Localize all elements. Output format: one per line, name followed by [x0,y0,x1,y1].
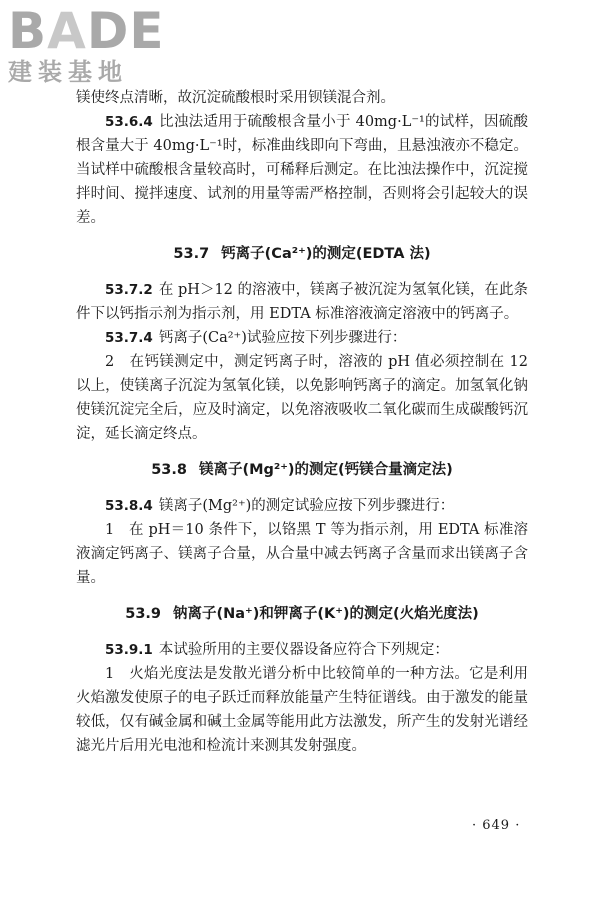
clause-53-9-1-item-1: 1 火焰光度法是发散光谱分析中比较简单的一种方法。它是利用火焰激发使原子的电子跃迁而释放能量产生特征谱线。由于激发的能量较低，仅有碱金属和碱土金属等能用此方法激发，所产生的发射光谱经滤光片后用光电池和检流计来测其发射强度。 [76,666,528,754]
clause-53-8-4: 53.8.4 镁离子(Mg²⁺)的测定试验应按下列步骤进行： [105,498,455,514]
logo-subtitle: 建装基地 [8,58,128,86]
logo [8,2,208,86]
clause-53-7-4-item-2: 2 在钙镁测定中，测定钙离子时，溶液的 pH 值必须控制在 12 以上，使镁离子沉淀为氢氧化镁，以免影响钙离子的滴定。加氢氧化钠使镁沉淀完全后，应及时滴定，以免溶液吸收二氧化碳而生成碳酸钙沉淀，延长滴定终点。 [76,354,528,442]
section-heading-53-8: 53.8 镁离子(Mg²⁺)的测定(钙镁合量滴定法) [151,462,453,478]
clause-53-9-1: 53.9.1 本试验所用的主要仪器设备应符合下列规定： [105,642,449,658]
page-number: · 649 · [472,818,521,833]
section-heading-53-9: 53.9 钠离子(Na⁺)和钾离子(K⁺)的测定(火焰光度法) [125,606,479,622]
clause-53-8-4-item-1: 1 在 pH＝10 条件下，以铬黑 T 等为指示剂，用 EDTA 标准溶液滴定钙离子、镁离子合量，从合量中减去钙离子含量而求出镁离子含量。 [76,522,528,586]
logo-wordmark: BADE [8,2,165,60]
section-heading-53-7: 53.7 钙离子(Ca²⁺)的测定(EDTA 法) [173,246,431,262]
clause-53-7-4: 53.7.4 钙离子(Ca²⁺)试验应按下列步骤进行： [105,330,407,346]
clause-53-7-2: 53.7.2 在 pH＞12 的溶液中，镁离子被沉淀为氢氧化镁，在此条件下以钙指示剂为指示剂，用 EDTA 标准溶液滴定溶液中的钙离子。 [76,282,528,322]
clause-53-6-4: 53.6.4 比浊法适用于硫酸根含量小于 40mg·L⁻¹的试样，因硫酸根含量大于 40mg·L⁻¹时，标准曲线即向下弯曲，且悬浊液亦不稳定。当试样中硫酸根含量较高时，可稀释后测定。在比浊法操作中，沉淀搅拌时间、搅拌速度、试剂的用量等需严格控制，否则将会引起较大的误差。 [76,114,528,226]
page-content [76,86,528,758]
paragraph-continued: 镁使终点清晰，故沉淀硫酸根时采用钡镁混合剂。 [76,90,395,106]
